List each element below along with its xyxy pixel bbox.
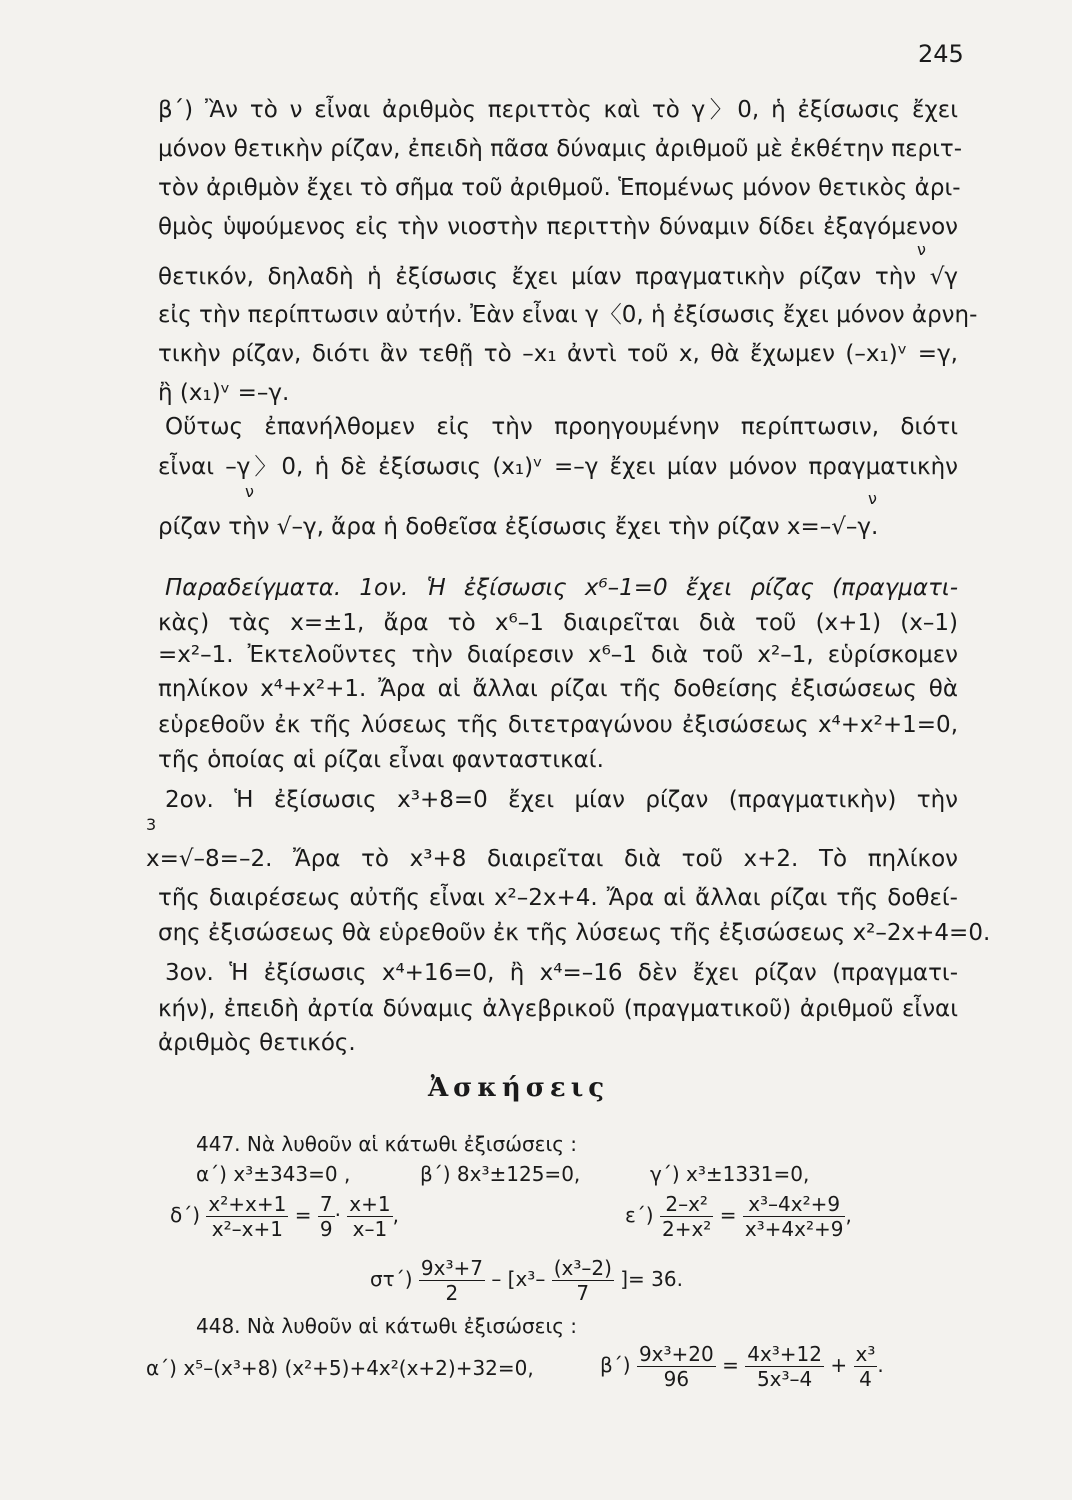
exercise-447-c: γ΄) x³±1331=0, xyxy=(650,1162,810,1186)
fraction xyxy=(347,1192,392,1241)
exercise-447-d xyxy=(170,1192,399,1241)
exercise-447-b: β΄) 8x³±125=0, xyxy=(420,1162,581,1186)
plus: + xyxy=(830,1353,848,1377)
numerator: 7 xyxy=(319,1192,333,1216)
exercise-448-intro: 448. Νὰ λυθοῦν αἱ κάτωθι ἐξισώσεις : xyxy=(196,1314,578,1338)
fraction xyxy=(660,1192,713,1241)
fraction xyxy=(854,1342,878,1391)
numerator: x+1 xyxy=(349,1192,391,1216)
fraction xyxy=(419,1256,485,1305)
fraction xyxy=(318,1192,335,1241)
body-line: εἶναι –γ〉0, ἡ δὲ ἐξίσωσις (x₁)ᵛ =–γ ἔχει μίαν μόνον πραγματικὴν xyxy=(158,454,958,480)
root-index: ν xyxy=(917,240,926,259)
denominator: 4 xyxy=(859,1367,872,1391)
numerator: x³–4x²+9 xyxy=(743,1192,846,1217)
comma: , xyxy=(845,1203,852,1227)
numerator: x³ xyxy=(855,1342,876,1366)
body-line: εἰς τὴν περίπτωσιν αὐτήν. Ἐὰν εἶναι γ〈0, ἡ ἐξίσωσις ἔχει μόνον ἀρνη- xyxy=(158,302,978,328)
body-line: θετικόν, δηλαδὴ ἡ ἐξίσωσις ἔχει μίαν πραγματικὴν ρίζαν τὴν √γ xyxy=(158,264,958,290)
fraction xyxy=(552,1256,614,1305)
body-line: β΄) Ἂν τὸ ν εἶναι ἀριθμὸς περιττὸς καὶ τὸ γ〉0, ἡ ἐξίσωσις ἔχει xyxy=(158,97,958,123)
root-index: 3 xyxy=(146,815,157,834)
numerator: (x³–2) xyxy=(553,1256,612,1280)
body-line: κήν), ἐπειδὴ ἀρτία δύναμις ἀλγεβρικοῦ (πραγματικοῦ) ἀριθμοῦ εἶναι xyxy=(158,996,958,1022)
body-line: τικὴν ρίζαν, διότι ἂν τεθῇ τὸ –x₁ ἀντὶ τοῦ x, θὰ ἔχωμεν (–x₁)ᵛ =γ, xyxy=(158,341,958,367)
denominator: x–1 xyxy=(352,1217,388,1241)
label: β΄) xyxy=(600,1353,631,1377)
body-line: Παραδείγματα. 1ον. Ἡ ἐξίσωσις x⁶–1=0 ἔχει ρίζας (πραγματι- xyxy=(165,575,958,601)
body-line: εὑρεθοῦν ἐκ τῆς λύσεως τῆς διτετραγώνου ἐξισώσεως x⁴+x²+1=0, xyxy=(158,712,958,738)
denominator: 9 xyxy=(319,1217,333,1241)
body-line: 3ον. Ἡ ἐξίσωσις x⁴+16=0, ἢ x⁴=–16 δὲν ἔχει ρίζαν (πραγματι- xyxy=(165,960,958,986)
equals: = xyxy=(719,1203,737,1227)
fraction xyxy=(206,1192,288,1241)
label: ε΄) xyxy=(625,1203,654,1227)
body-line: θμὸς ὑψούμενος εἰς τὴν νιοστὴν περιττὴν δύναμιν δίδει ἐξαγόμενον xyxy=(158,214,958,240)
exercise-447-e xyxy=(625,1192,852,1241)
root-index: ν xyxy=(245,482,254,501)
body-line: τὸν ἀριθμὸν ἔχει τὸ σῆμα τοῦ ἀριθμοῦ. Ἑπομένως μόνον θετικὸς ἀρι- xyxy=(158,175,961,201)
fraction xyxy=(745,1342,824,1391)
numerator: 9x³+20 xyxy=(638,1342,714,1366)
numerator: 9x³+7 xyxy=(420,1256,483,1280)
exercise-447-st xyxy=(370,1256,683,1305)
body-line: =x²–1. Ἐκτελοῦντες τὴν διαίρεσιν x⁶–1 διὰ τοῦ x²–1, εὑρίσκομεν xyxy=(158,642,958,668)
body-line: 2ον. Ἡ ἐξίσωσις x³+8=0 ἔχει μίαν ρίζαν (πραγματικὴν) τὴν xyxy=(165,787,958,813)
fraction xyxy=(743,1192,846,1241)
body-line: κὰς) τὰς x=±1, ἄρα τὸ x⁶–1 διαιρεῖται διὰ τοῦ (x+1) (x–1) xyxy=(158,610,958,636)
body-line: Οὕτως ἐπανήλθομεν εἰς τὴν προηγουμένην περίπτωσιν, διότι xyxy=(165,414,958,440)
exercise-447-a: α΄) x³±343=0 , xyxy=(196,1162,351,1186)
comma: , xyxy=(392,1203,399,1227)
body-line: ρίζαν τὴν √–γ, ἄρα ἡ δοθεῖσα ἐξίσωσις ἔχει τὴν ρίζαν x=–√–γ. xyxy=(158,514,879,540)
body-line: σης ἐξισώσεως θὰ εὑρεθοῦν ἐκ τῆς λύσεως τῆς ἐξισώσεως x²–2x+4=0. xyxy=(158,920,991,946)
body-line: τῆς ὁποίας αἱ ρίζαι εἶναι φανταστικαί. xyxy=(158,747,604,773)
label: δ΄) xyxy=(170,1203,201,1227)
numerator: 4x³+12 xyxy=(747,1342,823,1366)
equals: = xyxy=(294,1203,312,1227)
equals: = xyxy=(722,1353,739,1377)
exercise-447-intro: 447. Νὰ λυθοῦν αἱ κάτωθι ἐξισώσεις : xyxy=(196,1132,578,1156)
numerator: 2–x² xyxy=(660,1192,713,1217)
denominator: x²–x+1 xyxy=(211,1217,283,1241)
denominator: 2 xyxy=(445,1281,459,1305)
body-line: τῆς διαιρέσεως αὐτῆς εἶναι x²–2x+4. Ἄρα αἱ ἄλλαι ρίζαι τῆς δοθεί- xyxy=(158,885,958,911)
numerator: x²+x+1 xyxy=(208,1192,287,1216)
denominator: x³+4x²+9 xyxy=(744,1217,844,1241)
page-number: 245 xyxy=(918,40,964,68)
bracket-close: ]= 36. xyxy=(620,1267,683,1291)
body-line: μόνον θετικὴν ρίζαν, ἐπειδὴ πᾶσα δύναμις ἀριθμοῦ μὲ ἐκθέτην περιτ- xyxy=(158,136,963,162)
exercise-448-a: α΄) x⁵–(x³+8) (x²+5)+4x²(x+2)+32=0, xyxy=(146,1356,534,1380)
period: . xyxy=(877,1353,884,1377)
denominator: 7 xyxy=(576,1281,590,1305)
exercise-448-b xyxy=(600,1342,884,1391)
denominator: 96 xyxy=(663,1367,690,1391)
dot: · xyxy=(334,1203,341,1227)
body-line: ἢ (x₁)ᵛ =–γ. xyxy=(158,380,290,406)
denominator: 2+x² xyxy=(661,1217,712,1241)
body-line: πηλίκον x⁴+x²+1. Ἄρα αἱ ἄλλαι ρίζαι τῆς δοθείσης ἐξισώσεως θὰ xyxy=(158,676,958,702)
body-line: x=√–8=–2. Ἄρα τὸ x³+8 διαιρεῖται διὰ τοῦ x+2. Τὸ πηλίκον xyxy=(146,846,958,872)
root-index: ν xyxy=(868,489,877,508)
section-heading: Ἀσκήσεις xyxy=(428,1073,610,1103)
label: στ΄) xyxy=(370,1267,413,1291)
fraction xyxy=(637,1342,716,1391)
body-line: ἀριθμὸς θετικός. xyxy=(158,1030,356,1056)
bracket-open: – [x³– xyxy=(491,1267,546,1291)
denominator: 5x³–4 xyxy=(756,1367,813,1391)
